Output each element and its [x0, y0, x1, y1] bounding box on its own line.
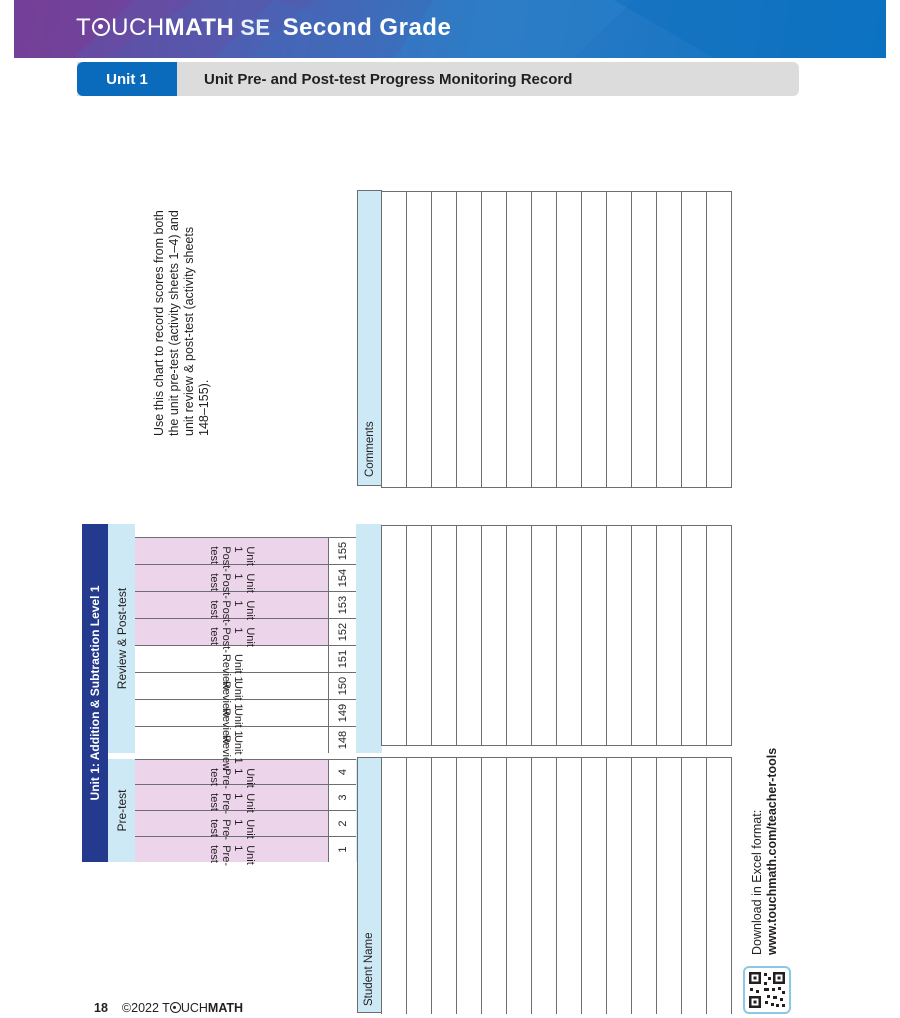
- column-number: 152: [329, 618, 356, 645]
- student-row-cell[interactable]: [482, 192, 507, 487]
- student-row-cell[interactable]: [557, 526, 582, 745]
- column-number: 150: [329, 672, 356, 699]
- unit-bar-title: Unit Pre- and Post-test Progress Monitoring Record: [204, 70, 573, 88]
- student-row-cell[interactable]: [582, 526, 607, 745]
- student-row-cell[interactable]: [632, 758, 657, 1014]
- column-number-row: [329, 524, 356, 862]
- student-row-cell[interactable]: [657, 192, 682, 487]
- column-label: Unit 1 Post-test: [207, 546, 256, 572]
- qr-code-graphic: [745, 968, 789, 1012]
- column-foot-cell: [356, 645, 382, 672]
- student-name-label: Student Name: [363, 932, 375, 1006]
- student-row-cell[interactable]: [707, 758, 732, 1014]
- copyright-o-icon: [170, 1002, 181, 1013]
- student-row-cell[interactable]: [607, 758, 632, 1014]
- brand-se: SE: [240, 15, 271, 40]
- student-row-cell[interactable]: [457, 192, 482, 487]
- column-foot-cell: [356, 726, 382, 753]
- column-label: Unit 1 Review: [219, 681, 244, 718]
- student-row-cell[interactable]: [532, 758, 557, 1014]
- column-number: 4: [329, 759, 356, 784]
- column-label: Unit 1 Pre-test: [207, 819, 256, 840]
- student-row-cell[interactable]: [407, 192, 432, 487]
- student-row-cell[interactable]: [507, 526, 532, 745]
- student-row-cell[interactable]: [682, 526, 707, 745]
- student-row-cell[interactable]: [607, 526, 632, 745]
- student-row-cell[interactable]: [382, 526, 407, 745]
- column-number: 151: [329, 645, 356, 672]
- page-number: 18: [94, 1001, 108, 1015]
- group-row: [108, 524, 135, 862]
- student-row-cell[interactable]: [482, 526, 507, 745]
- column-label: Unit 1 Review: [219, 708, 244, 745]
- student-row-cell[interactable]: [482, 758, 507, 1014]
- column-label-cell: [135, 537, 329, 572]
- header-banner: [14, 0, 886, 58]
- brand-o-icon: [92, 18, 110, 36]
- student-row-cell[interactable]: [557, 758, 582, 1014]
- student-row-cell[interactable]: [457, 526, 482, 745]
- column-foot-cell: [356, 537, 382, 564]
- student-row-cell[interactable]: [507, 758, 532, 1014]
- column-number: 153: [329, 591, 356, 618]
- student-row-cell[interactable]: [657, 758, 682, 1014]
- unit-tab: Unit 1: [77, 62, 177, 96]
- brand-math: MATH: [164, 14, 235, 41]
- comments-header: [357, 190, 382, 486]
- column-number: 149: [329, 699, 356, 726]
- student-row-cell[interactable]: [432, 192, 457, 487]
- brand-touch: T: [76, 14, 92, 41]
- pretest-group-label: Pre-test: [114, 789, 129, 832]
- column-number: 3: [329, 784, 356, 810]
- student-row-cell[interactable]: [432, 526, 457, 745]
- instructions-text: Use this chart to record scores from both the unit pre-test (activity sheets 1–4) and unit review & post-test (activity sheets 148–155).: [152, 210, 211, 436]
- column-label: Unit 1 Post-test: [207, 600, 256, 626]
- student-row-cell[interactable]: [682, 758, 707, 1014]
- group-gap: [108, 753, 135, 759]
- unit-title-row: Unit 1: Addition & Subtraction Level 1: [82, 524, 108, 862]
- student-row-cell[interactable]: [532, 526, 557, 745]
- download-url[interactable]: www.touchmath.com/teacher-tools: [765, 747, 779, 955]
- brand-logo: [76, 14, 451, 42]
- comments-label: Comments: [363, 421, 376, 477]
- column-label: Unit 1 Pre-test: [207, 793, 256, 814]
- student-row-cell[interactable]: [682, 192, 707, 487]
- column-number: 1: [329, 836, 356, 862]
- student-row-cell[interactable]: [382, 758, 407, 1014]
- student-row-cell[interactable]: [582, 192, 607, 487]
- student-row-cell[interactable]: [407, 526, 432, 745]
- column-label: Unit 1 Review: [219, 735, 244, 772]
- pretest-name-entry-grid[interactable]: [381, 757, 732, 1014]
- column-label: Unit 1 Pre-test: [207, 845, 256, 866]
- student-row-cell[interactable]: [507, 192, 532, 487]
- column-foot-cell: [356, 591, 382, 618]
- student-row-cell[interactable]: [407, 758, 432, 1014]
- student-row-cell[interactable]: [632, 192, 657, 487]
- unit-bar: [77, 62, 799, 96]
- grade-title: Second Grade: [282, 14, 452, 41]
- copyright-uch: UCH: [180, 1001, 208, 1015]
- column-number: 154: [329, 564, 356, 591]
- copyright-text: ©2022 T: [121, 1001, 170, 1015]
- student-row-cell[interactable]: [632, 526, 657, 745]
- download-note: [750, 715, 780, 955]
- student-row-cell[interactable]: [557, 192, 582, 487]
- column-label: Unit 1 Pre-test: [207, 768, 256, 789]
- column-number: 148: [329, 726, 356, 753]
- student-row-cell[interactable]: [532, 192, 557, 487]
- column-foot-cell: [356, 618, 382, 645]
- review-entry-grid[interactable]: [381, 525, 732, 746]
- copyright-math: MATH: [207, 1001, 244, 1015]
- page-footer: [94, 1001, 243, 1015]
- brand-uch: UCH: [111, 14, 165, 41]
- column-label: Unit 1 Review: [219, 654, 244, 691]
- qr-code-icon[interactable]: [743, 966, 791, 1014]
- column-number: 155: [329, 537, 356, 564]
- student-row-cell[interactable]: [707, 192, 732, 487]
- comments-entry-grid[interactable]: [381, 191, 732, 488]
- column-gap: [329, 753, 356, 759]
- student-row-cell[interactable]: [457, 758, 482, 1014]
- student-row-cell[interactable]: [657, 526, 682, 745]
- column-label-row: [135, 524, 329, 866]
- student-row-cell[interactable]: [382, 192, 407, 487]
- download-label: Download in Excel format:: [750, 809, 764, 955]
- column-label: Unit 1 Post-test: [207, 627, 256, 653]
- student-row-cell[interactable]: [707, 526, 732, 745]
- student-row-cell[interactable]: [432, 758, 457, 1014]
- column-number: 2: [329, 810, 356, 836]
- copyright: [122, 1001, 243, 1015]
- student-row-cell[interactable]: [607, 192, 632, 487]
- column-label: Unit 1 Post-test: [207, 573, 256, 599]
- review-group-label: Review & Post-test: [114, 587, 129, 690]
- column-foot-cell: [356, 699, 382, 726]
- column-foot-cell: [356, 672, 382, 699]
- score-header-table: [82, 524, 382, 866]
- column-foot-cell: [356, 564, 382, 591]
- student-row-cell[interactable]: [582, 758, 607, 1014]
